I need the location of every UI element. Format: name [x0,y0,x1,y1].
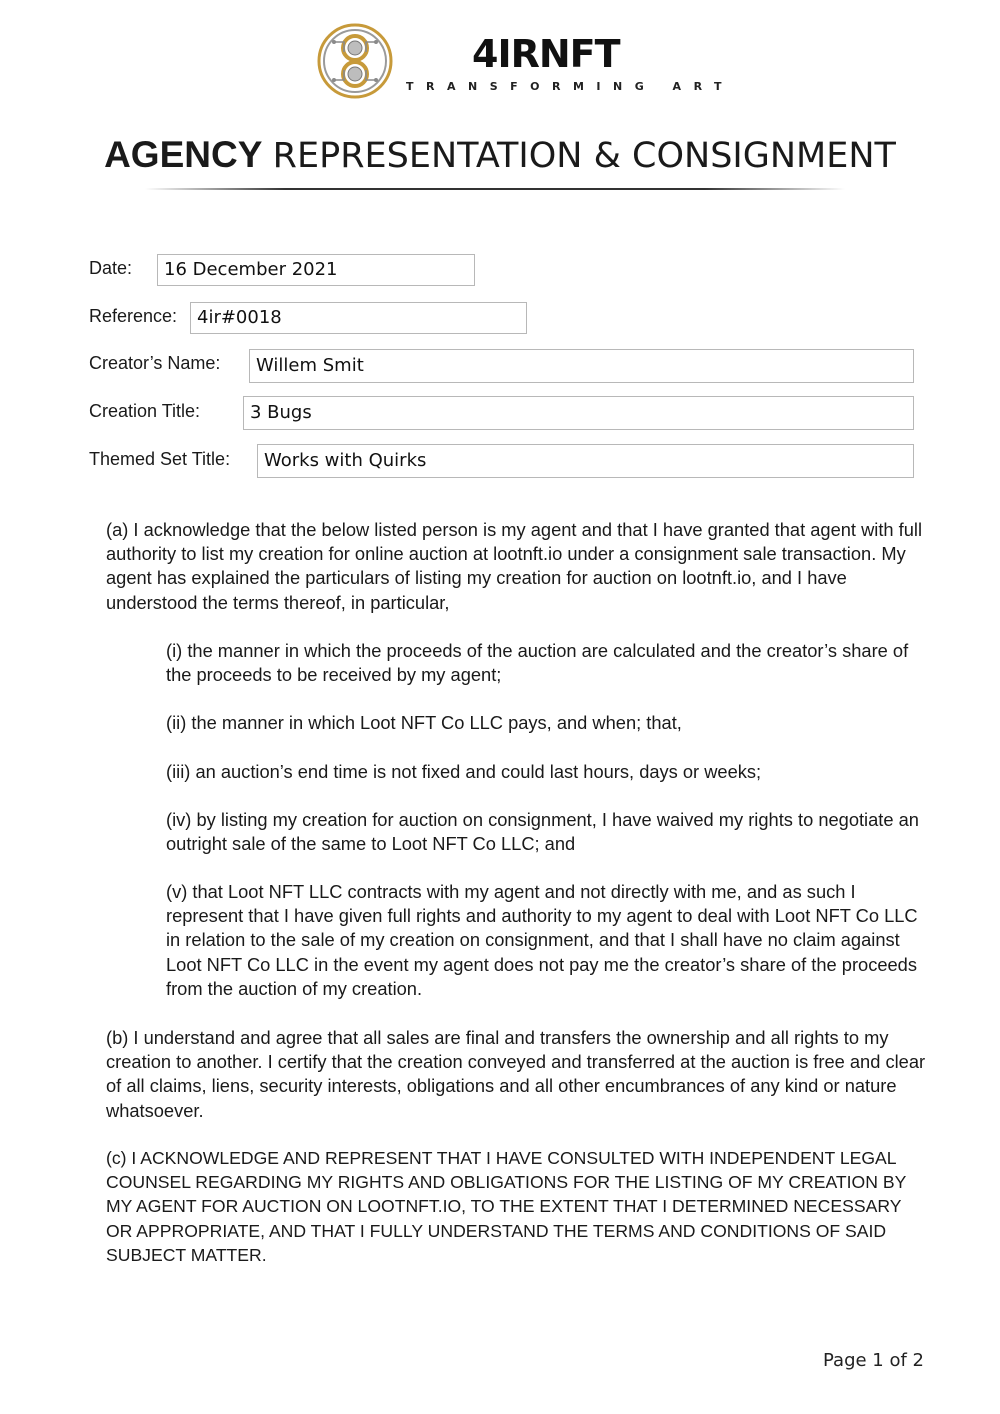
themed-set-title-label: Themed Set Title: [89,449,231,469]
brand-name: 4IRNFT [472,32,620,76]
page-number: Page 1 of 2 [823,1350,924,1371]
clause-c: (c) I ACKNOWLEDGE AND REPRESENT THAT I HAVE CONSULTED WITH INDEPENDENT LEGAL COUNSEL REGARDING MY RIGHTS AND OBLIGATIONS FOR THE LISTING OF MY CREATION BY MY AGENT FOR AUCTION ON LOOTNFT.IO, TO THE EXTENT THAT I DETERMINED NECESSARY OR APPROPRIATE, AND THAT I FULLY UNDERSTAND THE TERMS AND CONDITIONS OF SAID SUBJECT MATTER. [106,1148,906,1265]
themed-set-title-field[interactable]: Works with Quirks [257,444,914,478]
clause-iii: (iii) an auction’s end time is not fixed and could last hours, days or weeks; [166,761,762,782]
title-divider [145,188,845,190]
clause-v: (v) that Loot NFT LLC contracts with my agent and not directly with me, and as such I represent that I have given full rights and authority to my agent to deal with Loot NFT Co LLC in relation to the sale of my creation on consignment, and that I shall have no claim against Loot NFT Co LLC in the event my agent does not pay me the creator’s share of the proceeds from the auction of my creation. [166,881,918,999]
creator-name-label: Creator’s Name: [89,353,221,373]
brand-logo [316,22,735,102]
date-label: Date: [89,258,133,278]
reference-field[interactable]: 4ir#0018 [190,302,527,334]
reference-label: Reference: [89,306,178,326]
double-ring-circuit-logo-icon [316,22,394,100]
clause-ii: (ii) the manner in which Loot NFT Co LLC pays, and when; that, [166,712,682,733]
date-field[interactable]: 16 December 2021 [157,254,475,286]
document-title [0,134,1000,176]
title-rest: REPRESENTATION & CONSIGNMENT [272,136,896,176]
clause-b: (b) I understand and agree that all sales are final and transfers the ownership and all rights to my creation to another. I certify that the creation conveyed and transferred at the auction is free and clear of all claims, liens, security interests, obligations and all other encumbrances of any kind or nature whatsoever. [106,1027,926,1121]
clause-i: (i) the manner in which the proceeds of the auction are calculated and the creator’s share of the proceeds to be received by my agent; [166,640,909,686]
creator-name-field[interactable]: Willem Smit [249,349,914,383]
brand-tagline: TRANSFORMING ART [406,80,735,93]
clause-a: (a) I acknowledge that the below listed person is my agent and that I have granted that agent with full authority to list my creation for online auction at lootnft.io under a consignment sale transaction. My agent has explained the particulars of listing my creation for auction on lootnft.io, and I have understood the terms thereof, in particular, [106,519,923,613]
creation-title-field[interactable]: 3 Bugs [243,396,914,430]
title-strong: AGENCY [104,134,263,175]
clause-iv: (iv) by listing my creation for auction on consignment, I have waived my rights to negotiate an outright sale of the same to Loot NFT Co LLC; and [166,809,919,855]
creation-title-label: Creation Title: [89,401,201,421]
